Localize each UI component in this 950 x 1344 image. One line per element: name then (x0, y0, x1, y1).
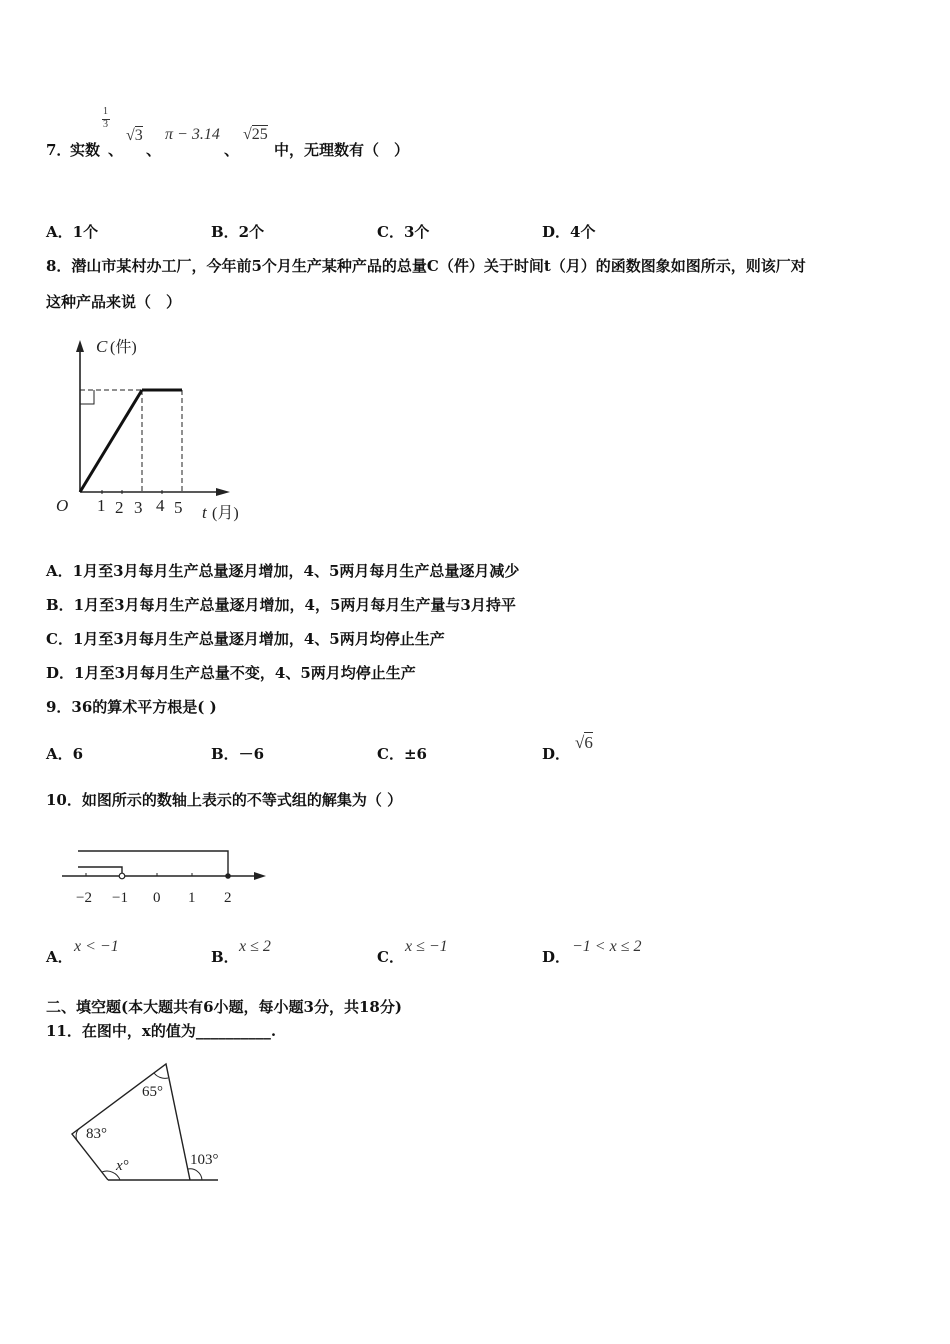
q11-angle-103: 103° (190, 1152, 219, 1168)
q10-option-a-math: x < −1 (74, 938, 119, 955)
q10-number-line (58, 840, 273, 912)
q8-x-unit: (月) (212, 505, 239, 522)
q7-sep-1: 、 (108, 141, 124, 159)
section-2-title: 二、填空题(本大题共有6小题，每小题3分，共18分) (46, 998, 402, 1016)
q7-option-b[interactable]: B．2个 (211, 223, 265, 241)
q8-option-b[interactable]: B．1月至3月每月生产总量逐月增加，4，5两月每月生产量与3月持平 (46, 596, 516, 614)
q7-sqrt25-value: 25 (251, 126, 268, 143)
q11-arc-65 (154, 1073, 168, 1078)
q7-option-c[interactable]: C．3个 (377, 223, 430, 241)
q10-option-c-label[interactable]: C． (377, 948, 404, 966)
q7-frac-bot: 3 (103, 119, 108, 130)
q8-option-c[interactable]: C．1月至3月每月生产总量逐月增加，4、5两月均停止生产 (46, 630, 445, 648)
q11-angle-65: 65° (142, 1084, 163, 1100)
q9-option-c[interactable]: C．±6 (377, 745, 427, 763)
q10-label-m2: −2 (76, 890, 92, 906)
q10-stem: 10．如图所示的数轴上表示的不等式组的解集为（ ） (46, 791, 403, 809)
q10-closed-point (225, 873, 231, 879)
q7-tail: 中，无理数有（ ） (274, 141, 410, 159)
q8-tick-5: 5 (174, 498, 183, 517)
q8-origin-label: O (56, 496, 69, 515)
q7-number: 7． (46, 141, 72, 159)
q8-y-label: C (96, 337, 108, 356)
q10-option-d-math: −1 < x ≤ 2 (572, 938, 642, 955)
q8-y-unit: (件) (110, 339, 137, 356)
q10-option-a-label[interactable]: A． (46, 948, 73, 966)
q9-option-b[interactable]: B．－6 (211, 745, 265, 763)
q8-tick-4: 4 (156, 496, 165, 515)
q8-y-arrow (76, 340, 84, 352)
q11-quadrilateral (72, 1064, 190, 1180)
q7-option-d[interactable]: D．4个 (542, 223, 596, 241)
q10-label-m1: −1 (112, 890, 128, 906)
q8-tick-3: 3 (134, 498, 143, 517)
q10-open-point (119, 873, 125, 879)
q7-radical-25: √25 (243, 126, 268, 143)
q8-tick-2: 2 (115, 498, 124, 517)
q7-pi-expr: π − 3.14 (165, 126, 220, 143)
q11-stem: 11．在图中，x的值为__________. (46, 1022, 277, 1040)
q11-angle-x: x° (116, 1158, 129, 1174)
q7-sqrt3-value: 3 (134, 127, 143, 144)
q7-option-a[interactable]: A．1个 (46, 223, 99, 241)
q7-frac-top: 1 (103, 106, 108, 117)
q8-graph (50, 330, 260, 530)
q8-x-label: t (202, 503, 207, 522)
q7-radical-3: √3 (126, 127, 143, 144)
q8-line-rising (80, 390, 142, 492)
q10-option-b-label[interactable]: B． (211, 948, 239, 966)
q7-lead: 实数 (70, 141, 101, 159)
q11-angle-83: 83° (86, 1126, 107, 1142)
q10-bracket-left (78, 867, 122, 876)
q10-option-d-label[interactable]: D． (542, 948, 571, 966)
q10-label-0: 0 (153, 890, 161, 906)
q9-option-d-sqrt: 6 (584, 733, 593, 752)
q10-bracket-right (78, 851, 228, 876)
q8-x-arrow (216, 488, 230, 496)
q8-stem-line1: 8．潜山市某村办工厂，今年前5个月生产某种产品的总量C（件）关于时间t（月）的函数图象如图所示，则该厂对 (46, 257, 806, 275)
q9-stem: 9．36的算术平方根是( ) (46, 698, 217, 716)
q8-stem-line2: 这种产品来说（ ） (46, 293, 182, 311)
q10-axis-arrow (254, 872, 266, 880)
q8-option-d[interactable]: D．1月至3月每月生产总量不变，4、5两月均停止生产 (46, 664, 416, 682)
q8-tick-1: 1 (97, 496, 106, 515)
q11-figure (62, 1058, 232, 1188)
q9-option-d-radical: √6 (575, 733, 593, 752)
q9-option-a[interactable]: A．6 (46, 745, 84, 763)
q7-sep-2: 、 (146, 141, 162, 159)
q10-option-c-math: x ≤ −1 (405, 938, 448, 955)
q8-option-a[interactable]: A．1月至3月每月生产总量逐月增加，4、5两月每月生产总量逐月减少 (46, 562, 520, 580)
q10-label-1: 1 (188, 890, 196, 906)
q10-label-2: 2 (224, 890, 232, 906)
q8-step-mark (80, 390, 94, 404)
q9-option-d[interactable]: D． (542, 745, 571, 763)
q10-option-b-math: x ≤ 2 (239, 938, 271, 955)
q7-sep-3: 、 (224, 141, 240, 159)
